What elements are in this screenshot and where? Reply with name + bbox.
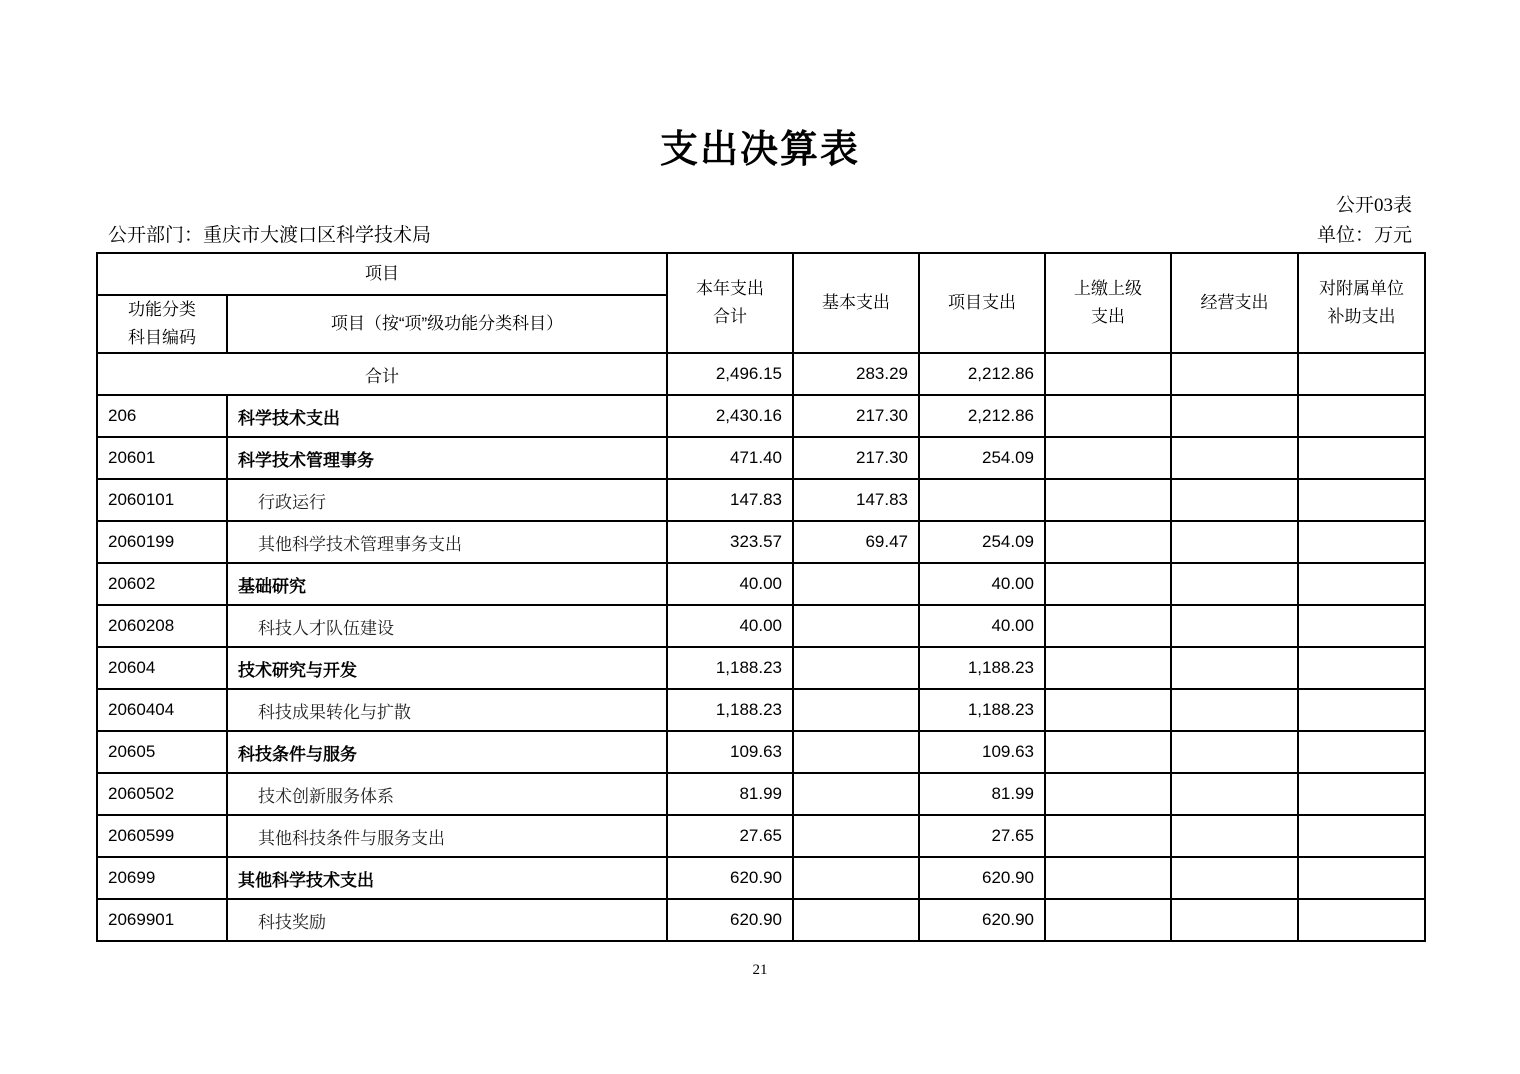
department-label: 公开部门：重庆市大渡口区科学技术局: [108, 225, 432, 246]
row-code: 2060101: [97, 479, 227, 521]
row-business: [1171, 731, 1298, 773]
row-basic: [793, 689, 919, 731]
row-basic: 147.83: [793, 479, 919, 521]
row-name: 行政运行: [227, 479, 667, 521]
row-subsidy: [1298, 521, 1425, 563]
row-business: [1171, 647, 1298, 689]
row-basic: [793, 605, 919, 647]
row-upper: [1045, 647, 1171, 689]
row-project: 620.90: [919, 899, 1045, 941]
row-subsidy: [1298, 563, 1425, 605]
header-project-expense: 项目支出: [919, 253, 1045, 353]
row-business: [1171, 521, 1298, 563]
row-business: [1171, 479, 1298, 521]
row-code: 20604: [97, 647, 227, 689]
unit-label: 单位：万元: [1316, 225, 1412, 246]
row-code: 20605: [97, 731, 227, 773]
row-name: 其他科学技术管理事务支出: [227, 521, 667, 563]
total-subsidy: [1298, 353, 1425, 395]
row-basic: [793, 773, 919, 815]
header-code: [97, 295, 227, 353]
row-project: 81.99: [919, 773, 1045, 815]
row-code: 2060599: [97, 815, 227, 857]
row-project: 254.09: [919, 521, 1045, 563]
row-upper: [1045, 437, 1171, 479]
row-basic: [793, 731, 919, 773]
table-row: [97, 647, 1425, 689]
row-upper: [1045, 773, 1171, 815]
row-subsidy: [1298, 857, 1425, 899]
row-business: [1171, 857, 1298, 899]
row-project: [919, 479, 1045, 521]
table-row: [97, 437, 1425, 479]
row-total: 323.57: [667, 521, 793, 563]
row-code: 2069901: [97, 899, 227, 941]
row-name: 科技奖励: [227, 899, 667, 941]
row-total: 1,188.23: [667, 689, 793, 731]
row-name: 科学技术支出: [227, 395, 667, 437]
row-name: 技术创新服务体系: [227, 773, 667, 815]
row-total: 109.63: [667, 731, 793, 773]
row-upper: [1045, 899, 1171, 941]
header-item-text: 项目（按“项”级功能分类科目）: [330, 314, 564, 333]
header-business: 经营支出: [1171, 253, 1298, 353]
row-total: 2,430.16: [667, 395, 793, 437]
row-project: 40.00: [919, 605, 1045, 647]
table-row: [97, 563, 1425, 605]
row-subsidy: [1298, 815, 1425, 857]
row-upper: [1045, 605, 1171, 647]
row-basic: [793, 899, 919, 941]
total-upper: [1045, 353, 1171, 395]
total-basic: 283.29: [793, 353, 919, 395]
row-name: 科技条件与服务: [227, 731, 667, 773]
row-subsidy: [1298, 395, 1425, 437]
row-total: 81.99: [667, 773, 793, 815]
table-row: [97, 815, 1425, 857]
row-upper: [1045, 815, 1171, 857]
row-total: 40.00: [667, 605, 793, 647]
header-upper: [1045, 253, 1171, 353]
row-basic: 69.47: [793, 521, 919, 563]
row-upper: [1045, 563, 1171, 605]
total-row: [97, 353, 1425, 395]
table-row: [97, 773, 1425, 815]
row-subsidy: [1298, 605, 1425, 647]
table-row: [97, 899, 1425, 941]
total-project: 2,212.86: [919, 353, 1045, 395]
table-row: [97, 731, 1425, 773]
row-upper: [1045, 479, 1171, 521]
row-subsidy: [1298, 479, 1425, 521]
header-subsidy-text: 对附属单位补助支出: [1319, 279, 1404, 326]
row-basic: 217.30: [793, 395, 919, 437]
row-name: 其他科学技术支出: [227, 857, 667, 899]
table-row: [97, 857, 1425, 899]
row-total: 1,188.23: [667, 647, 793, 689]
row-business: [1171, 563, 1298, 605]
table-row: [97, 689, 1425, 731]
row-name: 基础研究: [227, 563, 667, 605]
row-basic: 217.30: [793, 437, 919, 479]
header-total-text: 本年支出合计: [696, 279, 764, 326]
row-name: 科技成果转化与扩散: [227, 689, 667, 731]
table-row: [97, 605, 1425, 647]
row-basic: [793, 563, 919, 605]
row-subsidy: [1298, 647, 1425, 689]
row-total: 147.83: [667, 479, 793, 521]
row-name: 技术研究与开发: [227, 647, 667, 689]
row-subsidy: [1298, 731, 1425, 773]
row-subsidy: [1298, 899, 1425, 941]
row-code: 20602: [97, 563, 227, 605]
row-project: 40.00: [919, 563, 1045, 605]
row-project: 254.09: [919, 437, 1045, 479]
row-subsidy: [1298, 773, 1425, 815]
row-upper: [1045, 731, 1171, 773]
row-upper: [1045, 395, 1171, 437]
row-upper: [1045, 689, 1171, 731]
row-code: 2060208: [97, 605, 227, 647]
expenditure-table: [96, 252, 1426, 942]
row-name: 其他科技条件与服务支出: [227, 815, 667, 857]
table-number: 公开03表: [1335, 195, 1412, 216]
header-total: [667, 253, 793, 353]
row-business: [1171, 437, 1298, 479]
row-basic: [793, 647, 919, 689]
row-total: 40.00: [667, 563, 793, 605]
table-row: [97, 521, 1425, 563]
row-project: 1,188.23: [919, 689, 1045, 731]
row-business: [1171, 773, 1298, 815]
total-label: 合计: [97, 353, 667, 395]
row-code: 20699: [97, 857, 227, 899]
total-total: 2,496.15: [667, 353, 793, 395]
header-subsidy: [1298, 253, 1425, 353]
row-business: [1171, 605, 1298, 647]
row-project: 109.63: [919, 731, 1045, 773]
row-basic: [793, 815, 919, 857]
row-code: 2060199: [97, 521, 227, 563]
page-number: 21: [752, 962, 768, 978]
row-total: 27.65: [667, 815, 793, 857]
row-name: 科学技术管理事务: [227, 437, 667, 479]
row-name: 科技人才队伍建设: [227, 605, 667, 647]
row-business: [1171, 899, 1298, 941]
row-code: 2060404: [97, 689, 227, 731]
row-total: 620.90: [667, 857, 793, 899]
header-upper-text: 上缴上级支出: [1074, 279, 1142, 326]
row-business: [1171, 395, 1298, 437]
row-total: 620.90: [667, 899, 793, 941]
row-project: 1,188.23: [919, 647, 1045, 689]
row-project: 2,212.86: [919, 395, 1045, 437]
row-business: [1171, 689, 1298, 731]
row-project: 620.90: [919, 857, 1045, 899]
row-code: 20601: [97, 437, 227, 479]
row-total: 471.40: [667, 437, 793, 479]
header-item: [227, 295, 667, 353]
row-business: [1171, 815, 1298, 857]
row-code: 2060502: [97, 773, 227, 815]
row-subsidy: [1298, 437, 1425, 479]
table-row: [97, 395, 1425, 437]
total-business: [1171, 353, 1298, 395]
header-project: 项目: [97, 253, 667, 295]
header-code-text: 功能分类科目编码: [128, 300, 196, 347]
header-basic: 基本支出: [793, 253, 919, 353]
row-code: 206: [97, 395, 227, 437]
row-upper: [1045, 857, 1171, 899]
table-row: [97, 479, 1425, 521]
page-title: 支出决算表: [659, 129, 860, 171]
row-subsidy: [1298, 689, 1425, 731]
row-basic: [793, 857, 919, 899]
row-project: 27.65: [919, 815, 1045, 857]
row-upper: [1045, 521, 1171, 563]
